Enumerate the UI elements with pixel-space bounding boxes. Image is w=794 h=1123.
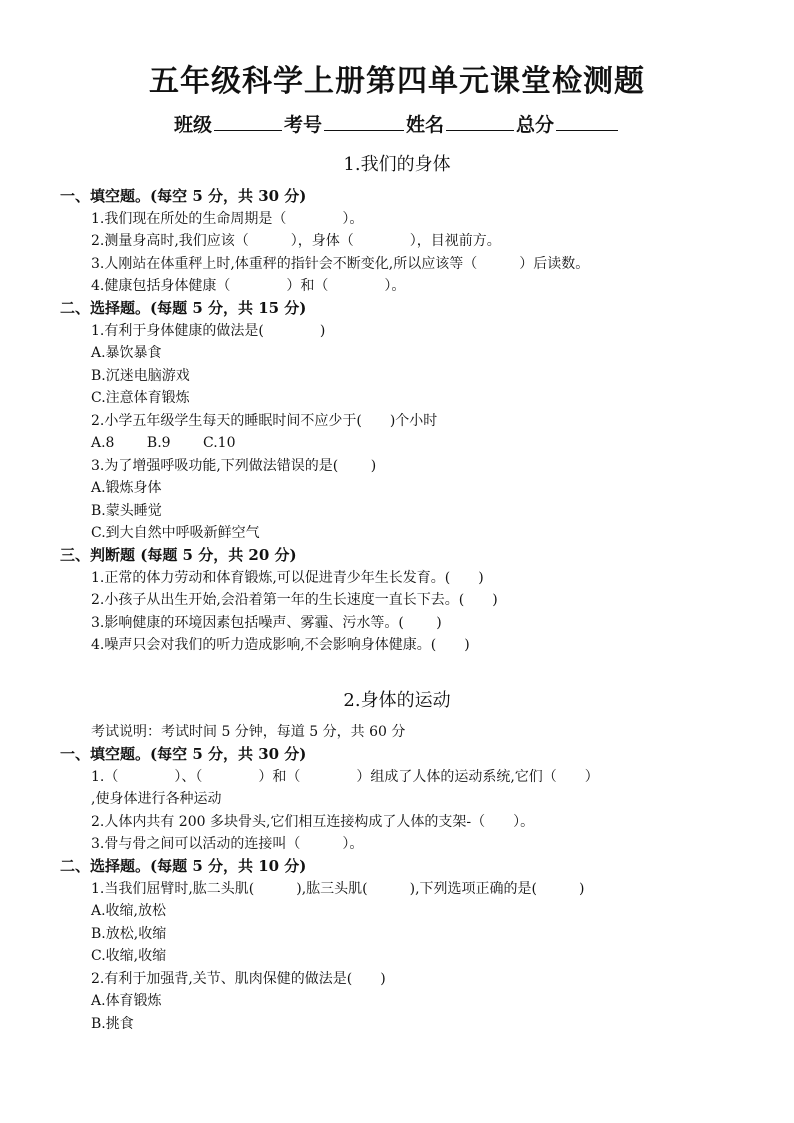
- p2-choice-q1-option-a: A.收缩,放松: [91, 903, 167, 919]
- exam-no-label: 考号: [283, 114, 322, 136]
- p1-judge-q2: 2.小孩子从出生开始,会沿着第一年的生长速度一直长下去。( ): [91, 592, 498, 608]
- p1-choice-q2: 2.小学五年级学生每天的睡眠时间不应少于( )个小时: [91, 413, 438, 429]
- exam-no-blank[interactable]: [324, 112, 404, 131]
- p1-judge-q1: 1.正常的体力劳动和体育锻炼,可以促进青少年生长发育。( ): [91, 570, 484, 586]
- p2-choice-q1: 1.当我们屈臂时,肱二头肌( ),肱三头肌( ),下列选项正确的是( ): [91, 881, 585, 897]
- p2-choice-q2-option-a: A.体育锻炼: [91, 993, 162, 1009]
- name-label: 姓名: [406, 114, 445, 136]
- p2-fill-q1-continued: ,使身体进行各种运动: [91, 791, 222, 807]
- class-label: 班级: [173, 114, 212, 136]
- p2-choice-q1-option-b: B.放松,收缩: [91, 926, 167, 942]
- total-label: 总分: [516, 114, 555, 136]
- p1-choice-heading: 二、选择题。(每题 5 分，共 15 分): [60, 299, 307, 317]
- p1-choice-q3-option-a: A.锻炼身体: [91, 480, 162, 496]
- p2-choice-heading: 二、选择题。(每题 5 分，共 10 分): [60, 857, 307, 875]
- class-blank[interactable]: [214, 112, 282, 131]
- p2-exam-note: 考试说明：考试时间 5 分钟，每道 5 分，共 60 分: [91, 724, 406, 740]
- p2-fill-q3: 3.骨与骨之间可以活动的连接叫（ ）。: [91, 836, 364, 852]
- p1-fill-q1: 1.我们现在所处的生命周期是（ ）。: [91, 211, 364, 227]
- p1-judge-heading: 三、判断题 (每题 5 分，共 20 分): [60, 546, 297, 564]
- section-title-2: 2.身体的运动: [343, 690, 451, 711]
- p2-choice-q1-option-c: C.收缩,收缩: [91, 948, 167, 964]
- student-info-line: [0, 112, 794, 138]
- page-title: 五年级科学上册第四单元课堂检测题: [149, 64, 645, 99]
- p1-fill-q4: 4.健康包括身体健康（ ）和（ ）。: [91, 278, 406, 294]
- p1-choice-q1-option-c: C.注意体育锻炼: [91, 390, 190, 406]
- p1-judge-q4: 4.噪声只会对我们的听力造成影响,不会影响身体健康。( ): [91, 637, 470, 653]
- p1-choice-q3-option-b: B.蒙头睡觉: [91, 503, 162, 519]
- p1-choice-q1-option-b: B.沉迷电脑游戏: [91, 368, 190, 384]
- p1-fill-q3: 3.人刚站在体重秤上时,体重秤的指针会不断变化,所以应该等（ ）后读数。: [91, 256, 590, 272]
- p1-judge-q3: 3.影响健康的环境因素包括噪声、雾霾、污水等。( ): [91, 615, 442, 631]
- p2-choice-q2-option-b: B.挑食: [91, 1016, 134, 1032]
- total-blank[interactable]: [556, 112, 618, 131]
- p1-choice-q2-options: A.8 B.9 C.10: [91, 435, 236, 451]
- p2-fill-q1: 1.（ ）、（ ）和（ ）组成了人体的运动系统,它们（ ）: [91, 769, 599, 785]
- p1-choice-q3-option-c: C.到大自然中呼吸新鲜空气: [91, 525, 260, 541]
- p2-fill-heading: 一、填空题。(每空 5 分，共 30 分): [60, 745, 307, 763]
- p1-choice-q1-option-a: A.暴饮暴食: [91, 345, 162, 361]
- p1-choice-q3: 3.为了增强呼吸功能,下列做法错误的是( ): [91, 458, 377, 474]
- p1-choice-q1: 1.有利于身体健康的做法是( ): [91, 323, 326, 339]
- p2-choice-q2: 2.有利于加强背,关节、肌肉保健的做法是( ): [91, 971, 386, 987]
- p1-fill-q2: 2.测量身高时,我们应该（ ），身体（ ），目视前方。: [91, 233, 501, 249]
- p1-fill-heading: 一、填空题。(每空 5 分，共 30 分): [60, 187, 307, 205]
- section-title-1: 1.我们的身体: [343, 154, 451, 175]
- p2-fill-q2: 2.人体内共有 200 多块骨头,它们相互连接构成了人体的支架-（ ）。: [91, 814, 535, 830]
- name-blank[interactable]: [446, 112, 514, 131]
